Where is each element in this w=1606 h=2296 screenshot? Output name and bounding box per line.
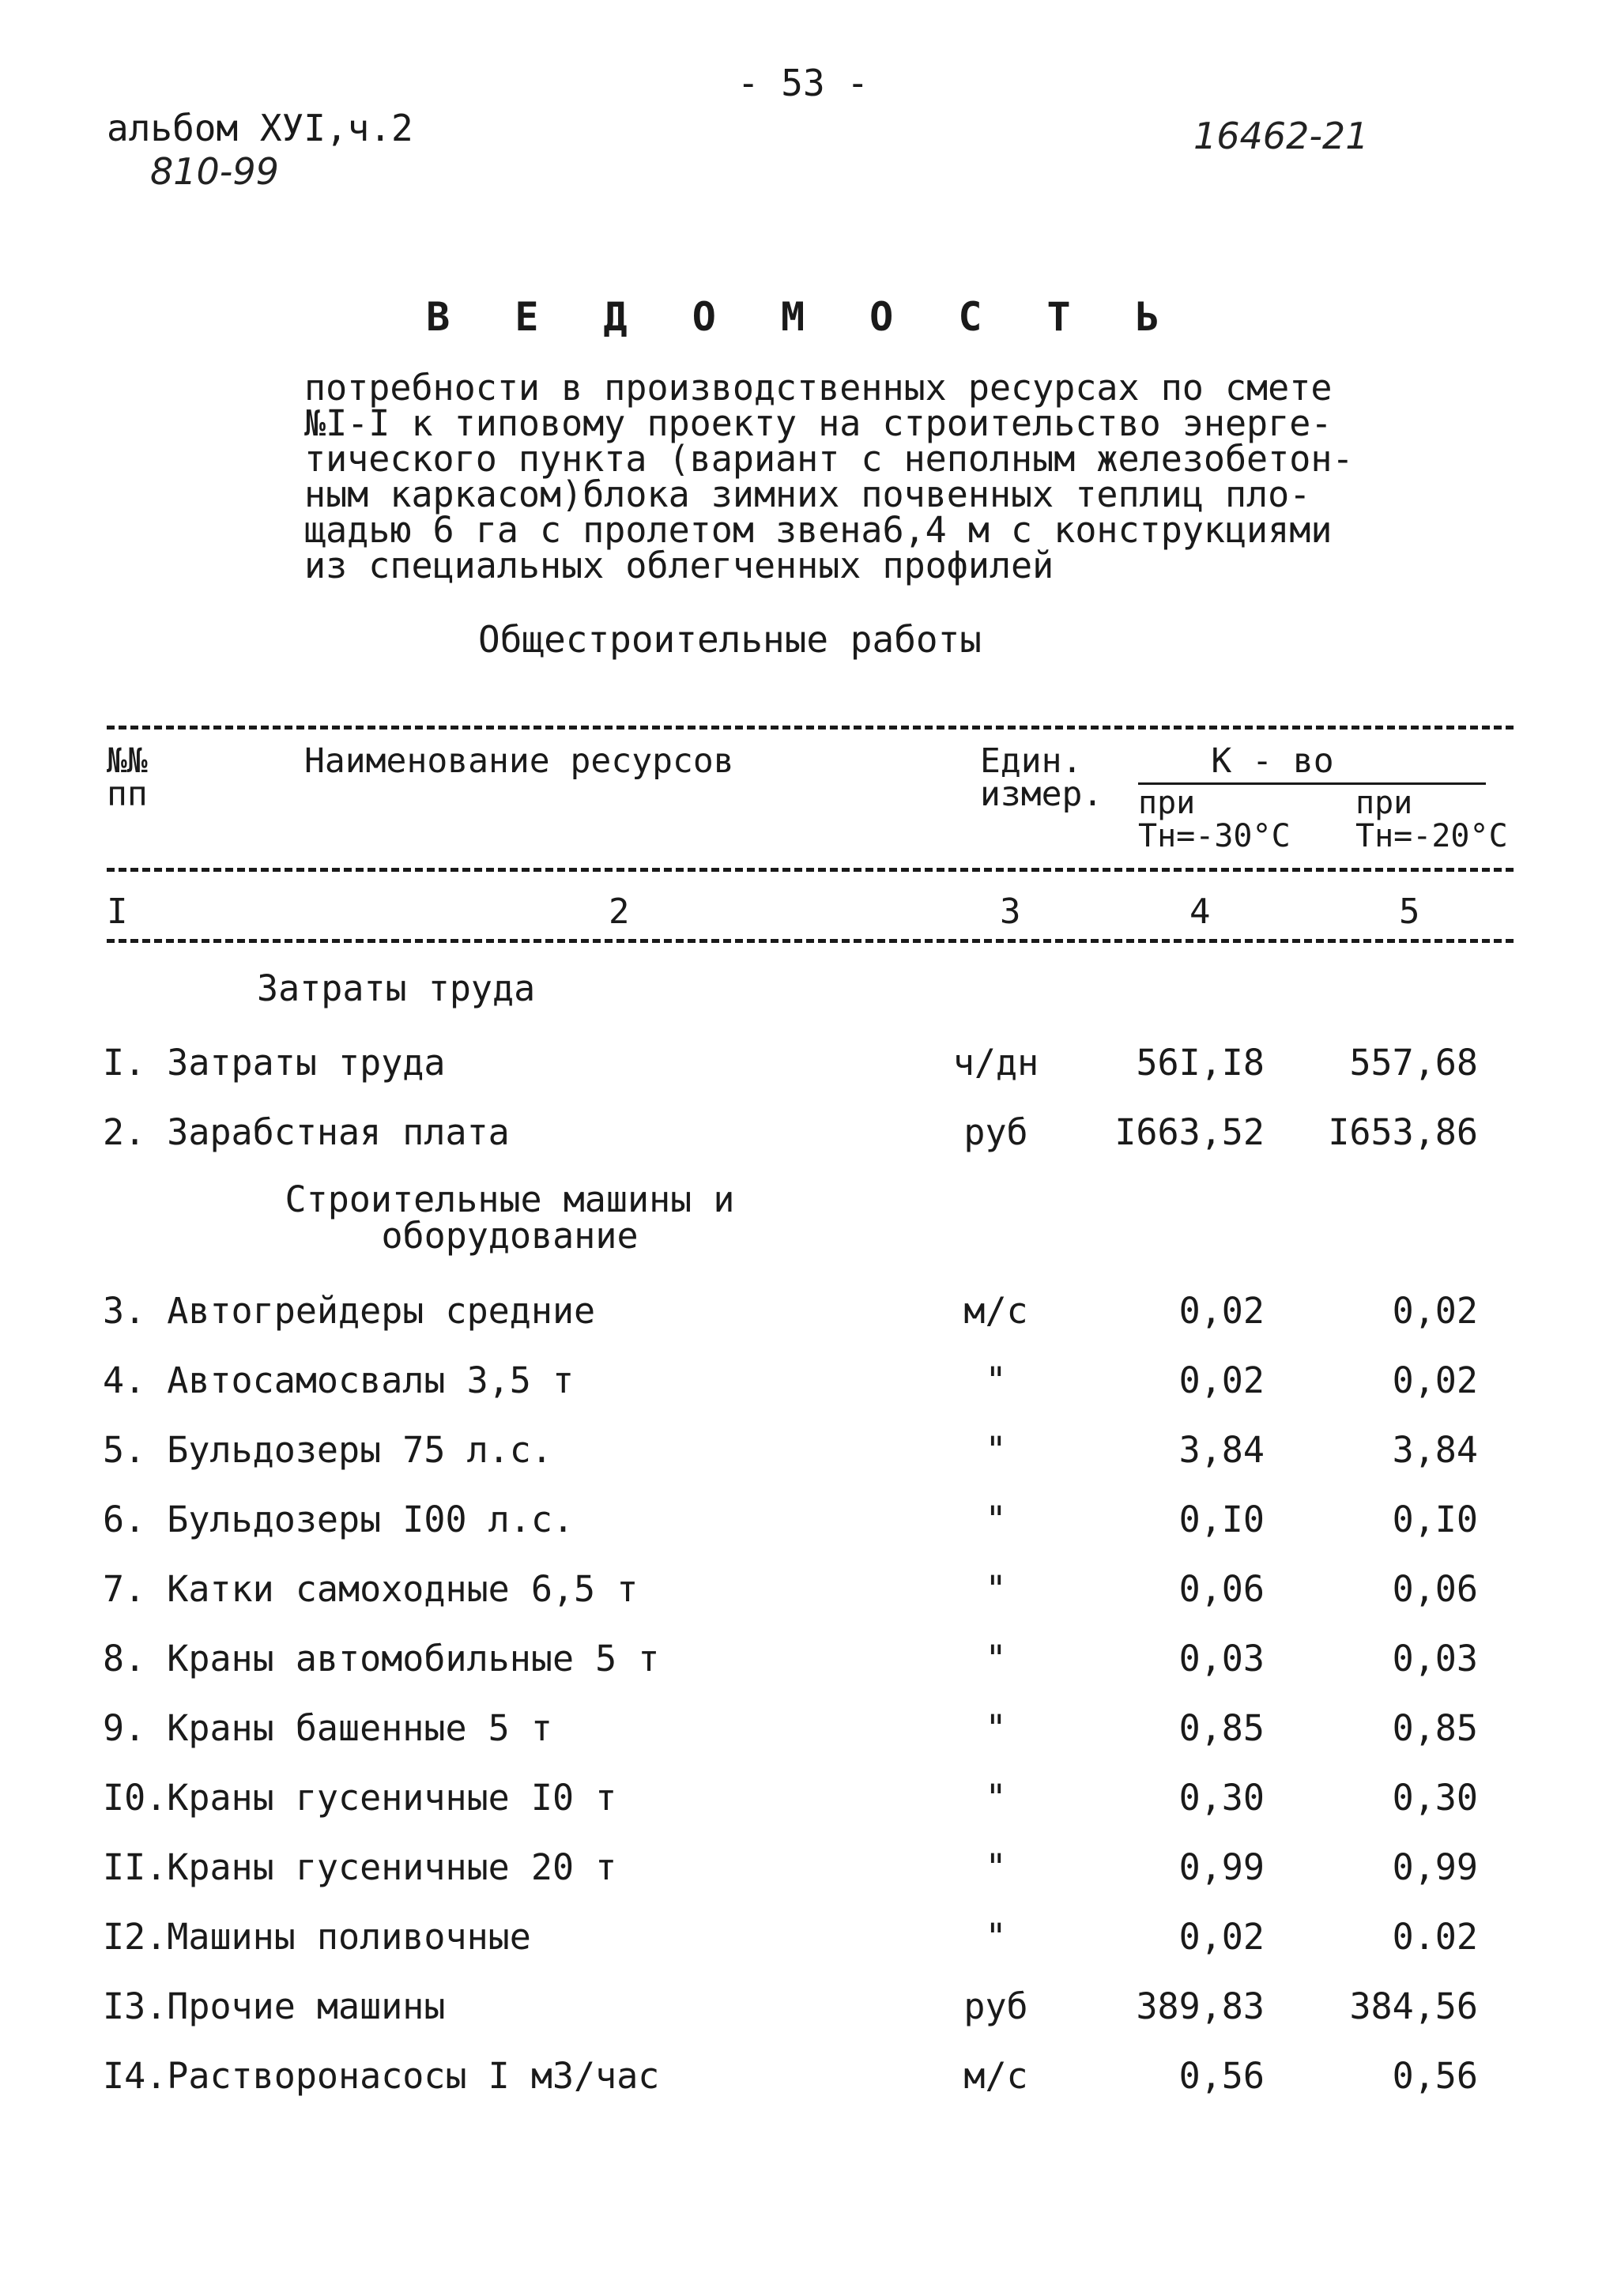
table-row <box>0 1111 1606 1181</box>
header-quantity: К - во <box>1211 741 1334 781</box>
group-label-machines: Строительные машины и оборудование <box>285 1178 735 1257</box>
resource-unit: " <box>985 1707 1007 1749</box>
document-title: В Е Д О М О С Т Ь <box>426 294 1180 340</box>
resource-name: 9. Краны башенные 5 т <box>103 1707 552 1749</box>
resource-name: 6. Бульдозеры I00 л.с. <box>103 1499 575 1540</box>
section-heading: Общестроительные работы <box>478 618 982 661</box>
quantity-minus-20: 384,56 <box>1349 1985 1478 2027</box>
quantity-minus-30: 389,83 <box>1136 1985 1265 2027</box>
resource-name: I0.Краны гусеничные I0 т <box>103 1777 617 1819</box>
resource-unit: " <box>985 1359 1007 1401</box>
album-reference: альбом ХУI,ч.2 <box>107 107 413 149</box>
resource-name: I3.Прочие машины <box>103 1985 446 2027</box>
page-number: - 53 - <box>737 62 869 104</box>
resource-unit: руб <box>963 1111 1028 1153</box>
column-number-3: 3 <box>1000 892 1021 932</box>
group-label-labor: Затраты труда <box>257 967 536 1009</box>
quantity-minus-20: 0,30 <box>1392 1777 1478 1819</box>
quantity-minus-30: 0,06 <box>1178 1568 1265 1610</box>
table-row <box>0 1916 1606 1985</box>
resource-unit: " <box>985 1846 1007 1888</box>
quantity-minus-20: 0.02 <box>1392 1916 1478 1958</box>
resource-name: 2. Зарабстная плата <box>103 1111 510 1153</box>
table-row <box>0 1568 1606 1638</box>
table-row <box>0 1499 1606 1568</box>
resource-name: 3. Автогрейдеры средние <box>103 1290 596 1332</box>
quantity-minus-20: 0,06 <box>1392 1568 1478 1610</box>
header-qty-col2: при Тн=-20°С <box>1355 785 1508 854</box>
header-qty-col1: при Тн=-30°С <box>1138 785 1291 854</box>
column-numbers-rule <box>107 939 1514 943</box>
resource-name: I4.Растворонасосы I м3/час <box>103 2055 660 2097</box>
quantity-minus-20: 0,02 <box>1392 1359 1478 1401</box>
quantity-minus-30: 0,99 <box>1178 1846 1265 1888</box>
resource-name: II.Краны гусеничные 20 т <box>103 1846 617 1888</box>
table-row <box>0 1290 1606 1359</box>
quantity-minus-20: 0,85 <box>1392 1707 1478 1749</box>
resource-unit: м/с <box>963 1290 1028 1332</box>
quantity-minus-20: 0,03 <box>1392 1638 1478 1680</box>
quantity-minus-30: 0,30 <box>1178 1777 1265 1819</box>
resource-name: 8. Краны автомобильные 5 т <box>103 1638 660 1680</box>
resource-unit: " <box>985 1429 1007 1471</box>
resource-unit: м/с <box>963 2055 1028 2097</box>
table-row <box>0 1429 1606 1499</box>
quantity-minus-30: 0,02 <box>1178 1359 1265 1401</box>
resource-unit: " <box>985 1568 1007 1610</box>
quantity-minus-30: 0,03 <box>1178 1638 1265 1680</box>
resource-unit: " <box>985 1638 1007 1680</box>
resource-name: 4. Автосамосвалы 3,5 т <box>103 1359 575 1401</box>
header-bottom-rule <box>107 868 1514 872</box>
header-num: №№ пп <box>107 741 148 814</box>
table-row <box>0 1846 1606 1916</box>
quantity-minus-20: 0,02 <box>1392 1290 1478 1332</box>
resource-unit: " <box>985 1777 1007 1819</box>
resource-name: I. Затраты труда <box>103 1042 446 1084</box>
quantity-minus-20: 3,84 <box>1392 1429 1478 1471</box>
table-row <box>0 1777 1606 1846</box>
table-row <box>0 1359 1606 1429</box>
resource-unit: " <box>985 1499 1007 1540</box>
column-number-1: I <box>107 892 128 932</box>
document-subtitle: потребности в производственных ресурсах по смете №I-I к типовому проекту на строительство энерге- тического пункта (вариант с неполным железобетон- ным каркасом)блока зимних почвенных теплиц пло- щадью 6 га с пролетом звена6,4 м с конструкциями из специальных облегченных профилей <box>304 367 1354 586</box>
table-row <box>0 1985 1606 2055</box>
header-name: Наименование ресурсов <box>304 741 734 781</box>
quantity-minus-30: I663,52 <box>1114 1111 1265 1153</box>
quantity-minus-30: 56I,I8 <box>1136 1042 1265 1084</box>
quantity-minus-20: I653,86 <box>1328 1111 1478 1153</box>
handwritten-reference: 16462-21 <box>1193 115 1369 157</box>
resource-name: 5. Бульдозеры 75 л.с. <box>103 1429 552 1471</box>
quantity-minus-30: 3,84 <box>1178 1429 1265 1471</box>
header-unit: Един. измер. <box>980 741 1103 814</box>
quantity-minus-30: 0,I0 <box>1178 1499 1265 1540</box>
quantity-minus-30: 0,56 <box>1178 2055 1265 2097</box>
table-row <box>0 1042 1606 1111</box>
quantity-minus-20: 557,68 <box>1349 1042 1478 1084</box>
quantity-minus-30: 0,02 <box>1178 1290 1265 1332</box>
column-number-5: 5 <box>1399 892 1420 932</box>
resource-unit: " <box>985 1916 1007 1958</box>
quantity-minus-30: 0,85 <box>1178 1707 1265 1749</box>
column-number-4: 4 <box>1189 892 1211 932</box>
resource-name: 7. Катки самоходные 6,5 т <box>103 1568 639 1610</box>
resource-unit: руб <box>963 1985 1028 2027</box>
resource-name: I2.Машины поливочные <box>103 1916 531 1958</box>
quantity-minus-20: 0,99 <box>1392 1846 1478 1888</box>
column-number-2: 2 <box>609 892 630 932</box>
resource-unit: ч/дн <box>952 1042 1039 1084</box>
handwritten-code: 810-99 <box>150 150 279 193</box>
quantity-minus-20: 0,I0 <box>1392 1499 1478 1540</box>
table-row <box>0 2055 1606 2124</box>
quantity-minus-20: 0,56 <box>1392 2055 1478 2097</box>
table-row <box>0 1638 1606 1707</box>
quantity-minus-30: 0,02 <box>1178 1916 1265 1958</box>
table-top-rule <box>107 726 1514 730</box>
table-row <box>0 1707 1606 1777</box>
